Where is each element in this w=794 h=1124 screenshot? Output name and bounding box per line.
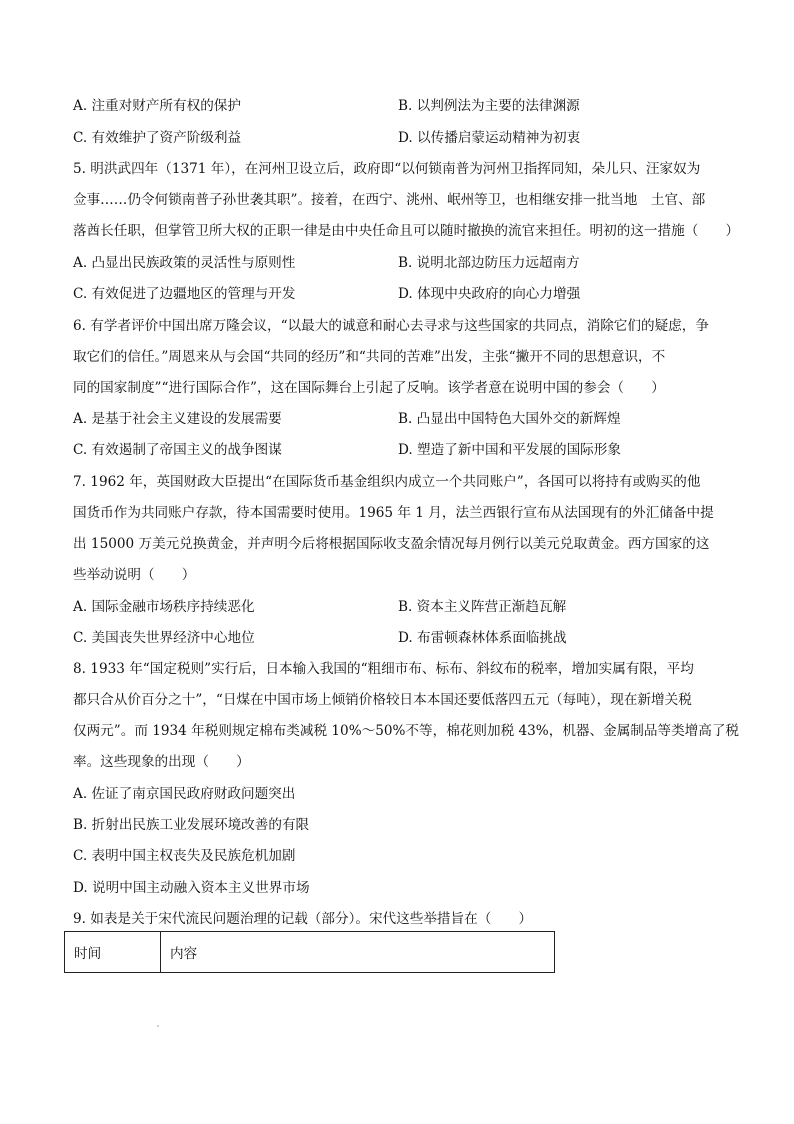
q4-option-d: D. 以传播启蒙运动精神为初衷 <box>398 130 581 146</box>
q6-option-c: C. 有效遏制了帝国主义的战争图谋 <box>73 442 282 458</box>
q8-stem-line-4: 率。这些现象的出现（ ） <box>73 754 250 770</box>
q8-stem-line-1: 8. 1933 年“国定税则”实行后，日本输入我国的“粗细市布、标布、斜纹布的税率，增加实属有限，平均 <box>73 661 694 677</box>
q8-option-b: B. 折射出民族工业发展环境改善的有限 <box>73 817 310 833</box>
q8-option-c: C. 表明中国主权丧失及民族危机加剧 <box>73 848 296 864</box>
q8-option-a: A. 佐证了南京国民政府财政问题突出 <box>73 786 296 802</box>
q5-stem-line-1: 5. 明洪武四年（1371 年），在河州卫设立后，政府即“以何锁南普为河州卫指挥同知，朵儿只、汪家奴为 <box>73 161 701 177</box>
q7-option-b: B. 资本主义阵营正渐趋瓦解 <box>398 599 567 615</box>
table-header-content: 内容 <box>161 932 555 973</box>
scan-speck <box>157 1025 159 1027</box>
q7-stem-line-2: 国货币作为共同账户存款，待本国需要时使用。1965 年 1 月，法兰西银行宣布从法国现有的外汇储备中提 <box>73 505 714 521</box>
q6-option-b: B. 凸显出中国特色大国外交的新辉煌 <box>398 411 621 427</box>
q6-option-d: D. 塑造了新中国和平发展的国际形象 <box>398 442 621 458</box>
q7-stem-line-3: 出 15000 万美元兑换黄金，并声明今后将根据国际收支盈余情况每月例行以美元兑取黄金。西方国家的这 <box>73 536 710 552</box>
q7-option-a: A. 国际金融市场秩序持续恶化 <box>73 599 255 615</box>
q5-stem-line-3: 落酋长任职，但掌管卫所大权的正职一律是由中央任命且可以随时撤换的流官来担任。明初的这一措施（ ） <box>73 223 740 239</box>
q9-table <box>64 931 555 973</box>
q6-stem-line-2: 取它们的信任。”周恩来从与会国“共同的经历”和“共同的苦难”出发，主张“撇开不同的思想意识，不 <box>73 349 666 365</box>
q4-option-a: A. 注重对财产所有权的保护 <box>73 98 241 114</box>
q5-option-c: C. 有效促进了边疆地区的管理与开发 <box>73 286 296 302</box>
table-header-row <box>65 932 555 973</box>
q8-stem-line-3: 仅两元”。而 1934 年税则规定棉布类减税 10%～50%不等，棉花则加税 43%，机器、金属制品等类增高了税 <box>73 723 740 739</box>
q5-option-d: D. 体现中央政府的向心力增强 <box>398 286 581 302</box>
q9-stem: 9. 如表是关于宋代流民问题治理的记载（部分）。宋代这些举措旨在（ ） <box>73 911 533 927</box>
q8-option-d: D. 说明中国主动融入资本主义世界市场 <box>73 880 310 896</box>
q7-option-d: D. 布雷顿森林体系面临挑战 <box>398 630 567 646</box>
table-header-time: 时间 <box>65 932 161 973</box>
q7-stem-line-1: 7. 1962 年，英国财政大臣提出“在国际货币基金组织内成立一个共同账户”，各国可以将持有或购买的他 <box>73 474 701 490</box>
q5-option-b: B. 说明北部边防压力远超南方 <box>398 255 580 271</box>
q6-stem-line-3: 同的国家制度”“进行国际合作”，这在国际舞台上引起了反响。该学者意在说明中国的参会（ ） <box>73 380 665 396</box>
q7-stem-line-4: 些举动说明（ ） <box>73 567 196 583</box>
q8-stem-line-2: 都只合从价百分之十”，“日煤在中国市场上倾销价格较日本本国还要低落四五元（每吨），现在新增关税 <box>73 692 692 708</box>
q5-option-a: A. 凸显出民族政策的灵活性与原则性 <box>73 255 296 271</box>
q6-option-a: A. 是基于社会主义建设的发展需要 <box>73 411 282 427</box>
q7-option-c: C. 美国丧失世界经济中心地位 <box>73 630 255 646</box>
q4-option-c: C. 有效维护了资产阶级利益 <box>73 130 242 146</box>
q6-stem-line-1: 6. 有学者评价中国出席万隆会议，“以最大的诚意和耐心去寻求与这些国家的共同点，消除它们的疑虑，争 <box>73 318 709 334</box>
q5-stem-line-2: 佥事……仍令何锁南普子孙世袭其职”。接着，在西宁、洮州、岷州等卫，也相继安排一批当地 土官、部 <box>73 192 706 208</box>
q4-option-b: B. 以判例法为主要的法律渊源 <box>398 98 580 114</box>
